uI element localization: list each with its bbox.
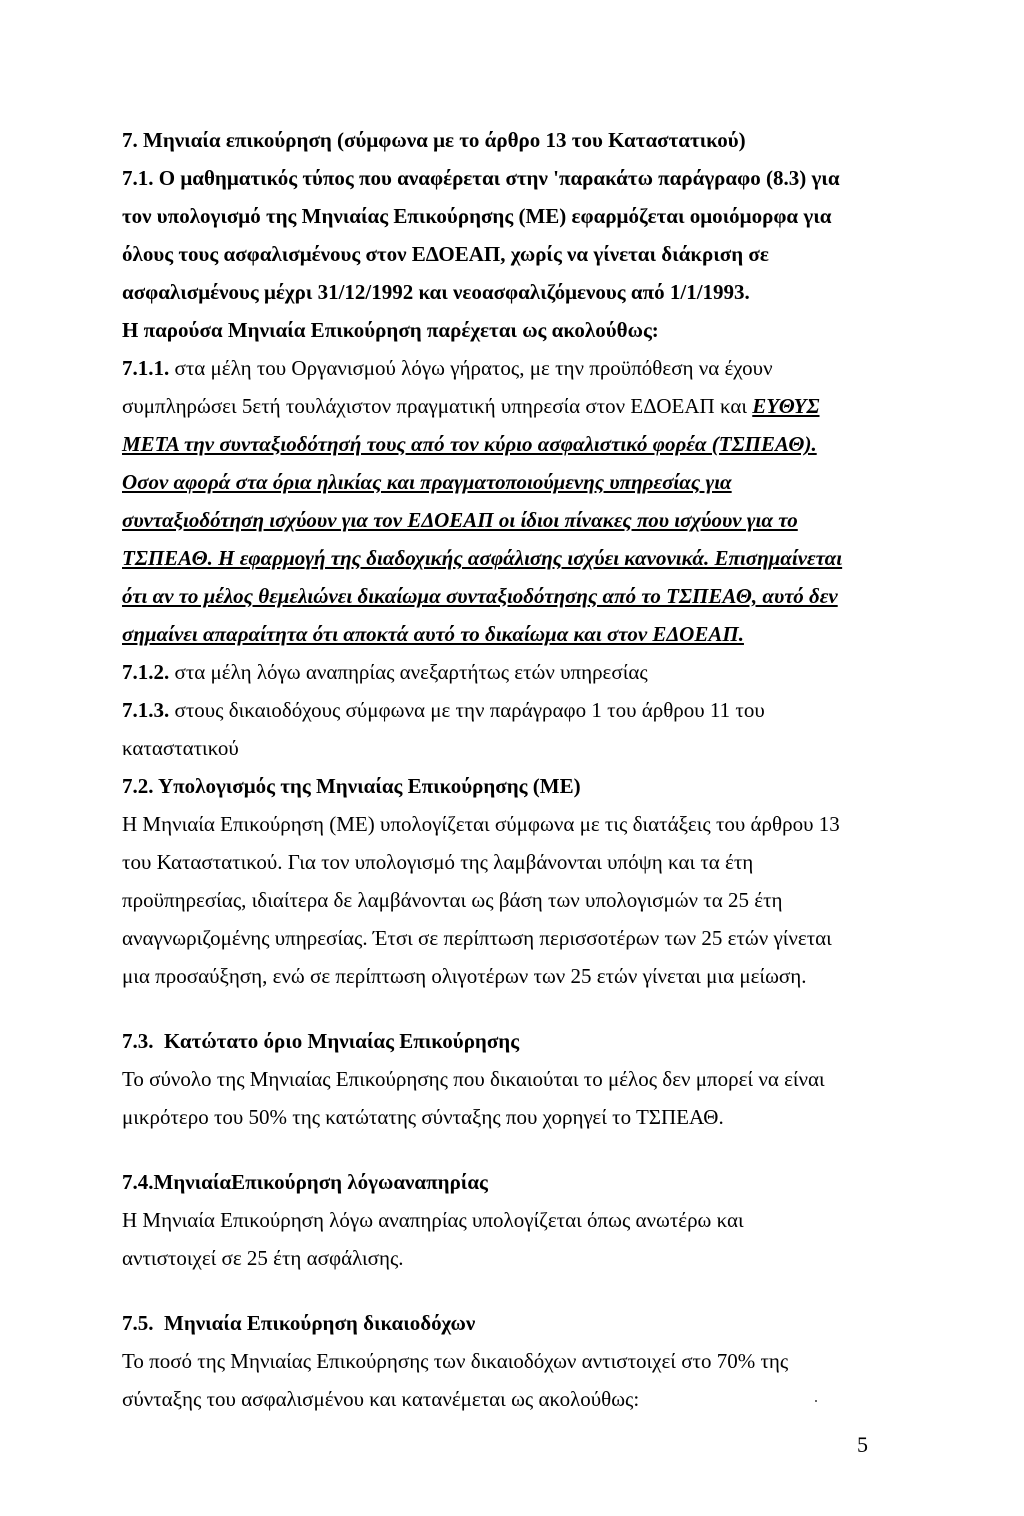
s711-emphasis-euthys: ΕΥΘΥΣ xyxy=(752,394,820,418)
s73-line-2: μικρότερο του 50% της κατώτατης σύνταξης που χορηγεί το ΤΣΠΕΑΘ. xyxy=(122,1105,724,1129)
s711-emphasis-line-3: συνταξιοδότηση ισχύουν για τον ΕΔΟΕΑΠ οι ίδιοι πίνακες που ισχύουν για το xyxy=(122,508,798,532)
s75-line-1: Το ποσό της Μηνιαίας Επικούρησης των δικαιοδόχων αντιστοιχεί στο 70% της xyxy=(122,1349,789,1373)
s71-line-4: ασφαλισμένους μέχρι 31/12/1992 και νεοασφαλιζόμενους από 1/1/1993. xyxy=(122,280,750,304)
s73-heading xyxy=(122,1028,519,1054)
s74-heading: 7.4.ΜηνιαίαΕπικούρηση λόγωαναπηρίας xyxy=(122,1170,488,1194)
s713-line-2: καταστατικού xyxy=(122,736,239,760)
s75-line-2: σύνταξης του ασφαλισμένου και κατανέμεται ως ακολούθως: xyxy=(122,1387,640,1411)
s75-heading-number: 7.5. xyxy=(122,1311,154,1335)
s71-line-2: τον υπολογισμό της Μηνιαίας Επικούρησης (ΜΕ) εφαρμόζεται ομοιόμορφα για xyxy=(122,204,832,228)
s72-line-5: μια προσαύξηση, ενώ σε περίπτωση ολιγοτέρων των 25 ετών γίνεται μια μείωση. xyxy=(122,964,807,988)
s71-line-1: 7.1. Ο μαθηματικός τύπος που αναφέρεται στην 'παρακάτω παράγραφο (8.3) για xyxy=(122,166,840,190)
s73-line-1: Το σύνολο της Μηνιαίας Επικούρησης που δικαιούται το μέλος δεν μπορεί να είναι xyxy=(122,1067,825,1091)
s712-number: 7.1.2. xyxy=(122,660,170,684)
s72-line-3: προϋπηρεσίας, ιδιαίτερα δε λαμβάνονται ως βάση των υπολογισμών τα 25 έτη xyxy=(122,888,783,912)
s71-line-5: Η παρούσα Μηνιαία Επικούρηση παρέχεται ως ακολούθως: xyxy=(122,318,659,342)
s711-line-1 xyxy=(122,355,773,381)
s74-line-2: αντιστοιχεί σε 25 έτη ασφάλισης. xyxy=(122,1246,404,1270)
s711-number: 7.1.1. xyxy=(122,356,170,380)
s711-emphasis-line-6: σημαίνει απαραίτητα ότι αποκτά αυτό το δικαίωμα και στον ΕΔΟΕΑΠ. xyxy=(122,622,744,646)
s75-heading xyxy=(122,1310,475,1336)
s73-heading-text: Κατώτατο όριο Μηνιαίας Επικούρησης xyxy=(164,1029,520,1053)
s75-heading-text: Μηνιαία Επικούρηση δικαιοδόχων xyxy=(164,1311,476,1335)
s71-line-3: όλους τους ασφαλισμένους στον ΕΔΟΕΑΠ, χωρίς να γίνεται διάκριση σε xyxy=(122,242,769,266)
s711-emphasis-line-5: ότι αν το μέλος θεμελιώνει δικαίωμα συνταξιοδότησης από το ΤΣΠΕΑΘ, αυτό δεν xyxy=(122,584,838,608)
s72-heading xyxy=(122,773,581,799)
s711-emphasis-line-2: Οσον αφορά στα όρια ηλικίας και πραγματοποιούμενης υπηρεσίας για xyxy=(122,470,732,494)
s713-number: 7.1.3. xyxy=(122,698,170,722)
s711-text-1: στα μέλη του Οργανισμού λόγω γήρατος, με την προϋπόθεση να έχουν xyxy=(174,356,773,380)
s72-line-2: του Καταστατικού. Για τον υπολογισμό της λαμβάνονται υπόψη και τα έτη xyxy=(122,850,754,874)
s713-line-1 xyxy=(122,697,765,723)
s72-line-4: αναγνωριζομένης υπηρεσίας. Έτσι σε περίπτωση περισσοτέρων των 25 ετών γίνεται xyxy=(122,926,832,950)
section-7-heading: 7. Μηνιαία επικούρηση (σύμφωνα με το άρθρο 13 του Καταστατικού) xyxy=(122,128,746,152)
s72-heading-text: Υπολογισμός της Μηνιαίας Επικούρησης (ΜΕ) xyxy=(157,774,581,798)
s711-line-2 xyxy=(122,393,820,419)
s712-text: στα μέλη λόγω αναπηρίας ανεξαρτήτως ετών υπηρεσίας xyxy=(174,660,648,684)
s74-line-1: Η Μηνιαία Επικούρηση λόγω αναπηρίας υπολογίζεται όπως ανωτέρω και xyxy=(122,1208,744,1232)
page-number: 5 xyxy=(857,1432,868,1457)
s73-heading-number: 7.3. xyxy=(122,1029,154,1053)
stray-dot xyxy=(815,1400,817,1402)
s713-text: στους δικαιοδόχους σύμφωνα με την παράγραφο 1 του άρθρου 11 του xyxy=(174,698,765,722)
s711-text-2: συμπληρώσει 5ετή τουλάχιστον πραγματική υπηρεσία στον ΕΔΟΕΑΠ και xyxy=(122,394,753,418)
s711-emphasis-line-1: ΜΕΤΑ την συνταξιοδότησή τους από τον κύριο ασφαλιστικό φορέα (ΤΣΠΕΑΘ). xyxy=(122,432,817,456)
s72-line-1: Η Μηνιαία Επικούρηση (ΜΕ) υπολογίζεται σύμφωνα με τις διατάξεις του άρθρου 13 xyxy=(122,812,840,836)
s712-line xyxy=(122,659,648,685)
s72-heading-number: 7.2. xyxy=(122,774,154,798)
s711-emphasis-line-4: ΤΣΠΕΑΘ. Η εφαρμογή της διαδοχικής ασφάλισης ισχύει κανονικά. Επισημαίνεται xyxy=(122,546,843,570)
